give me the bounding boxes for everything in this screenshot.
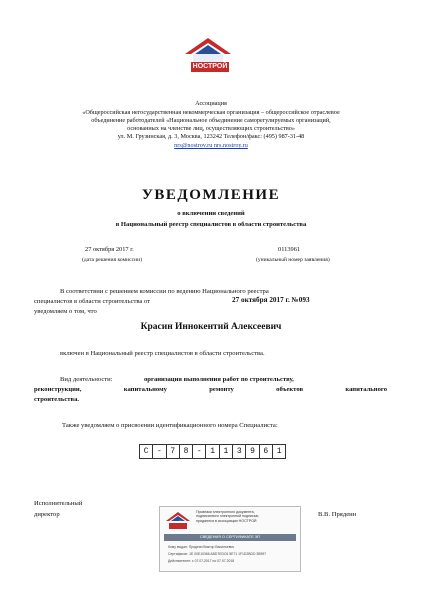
org-label: Ассоциация [195,100,227,107]
org-line-3: основанных на членстве лиц, осуществляющих строительство» [127,125,295,132]
signer-name: В.В. Прядеин [318,511,357,518]
org-emails[interactable]: nrs@nostrov.ru nrs.nostroy.ru [174,142,248,149]
activity-line2: реконструкции, капитальному ремонту объектов капитального [34,386,387,393]
id-char: 9 [246,445,259,458]
cert-bar: СВЕДЕНИЯ О СЕРТИФИКАТЕ ЭП [164,534,296,541]
org-line-1: «Общероссийская негосударственная некоммерческая организация – общероссийское отраслевое [82,109,340,116]
person-name: Красин Иннокентий Алексеевич [140,322,282,332]
para1-line1: В соответствии с решением комиссии по ведению Национального реестра [60,288,269,295]
para1-line2: специалистов в области строительства от [34,298,151,305]
id-char: 1 [276,447,282,456]
org-address: ул. М. Грузинская, д. 3, Москва, 123242 Телефон/факс: (495) 987-31-48 [117,133,305,140]
document-subtitle-1: о включении сведений [177,210,245,217]
decision-date: 27 октября 2017 г. [85,246,134,253]
id-char: 3 [233,445,246,458]
protocol-date-number: 27 октября 2017 г. №093 [232,296,310,304]
decision-date-caption: (дата решения комиссии) [82,257,142,263]
application-number: 0113961 [278,246,301,253]
specialist-id-number [139,444,286,459]
id-char: - [193,445,206,458]
id-char: 8 [180,445,193,458]
cert-serial: Сертификат: 1E 00E10366 ABD7EDC6 5E71 1F1D2BDD 3B997 [168,552,267,556]
cert-owner: Кому выдан: Прядеин Виктор Васильевич [168,545,235,549]
logo-text: НОСТРОЙ [192,63,228,70]
cert-logo-text: НОСТРОЙ [166,520,182,524]
cert-title-line: придаются в ассоциации НОСТРОЙ [196,518,257,523]
e-signature-certificate [159,506,301,572]
para3: Также уведомляем о присвоении идентификационного номера Специалиста: [62,422,278,429]
para1-line3: уведомляем о том, что [34,308,97,315]
activity-label: Вид деятельности: [60,376,113,383]
signer-title-line2: директор [34,511,60,518]
id-char: 6 [260,445,273,458]
id-char: 1 [206,445,219,458]
id-char: - [153,445,166,458]
activity-line1: организация выполнения работ по строительству, [144,376,294,383]
document-subtitle-2: в Национальный реестр специалистов в области строительства [115,221,307,228]
para2: включен в Национальный реестр специалистов в области строительства. [60,350,265,357]
id-char: 7 [167,445,180,458]
id-char: 1 [220,445,233,458]
application-number-caption: (уникальный номер заявления) [256,257,330,263]
document-title: УВЕДОМЛЕНИЕ [141,187,281,203]
cert-title [196,510,296,523]
org-line-2: объединение работодателей «Национальное объединение саморегулируемых организаций, [91,117,331,124]
cert-title-line: Признаки электронного документа, [196,510,255,514]
signer-title-line1: Исполнительный [34,500,83,507]
activity-line3: строительства. [34,396,80,403]
id-char: С [140,445,153,458]
cert-valid: Действителен: с 07.07.2017 по 07.07.2018 [168,559,235,563]
cert-title-line: подписанного электронной подписью, [196,514,260,519]
